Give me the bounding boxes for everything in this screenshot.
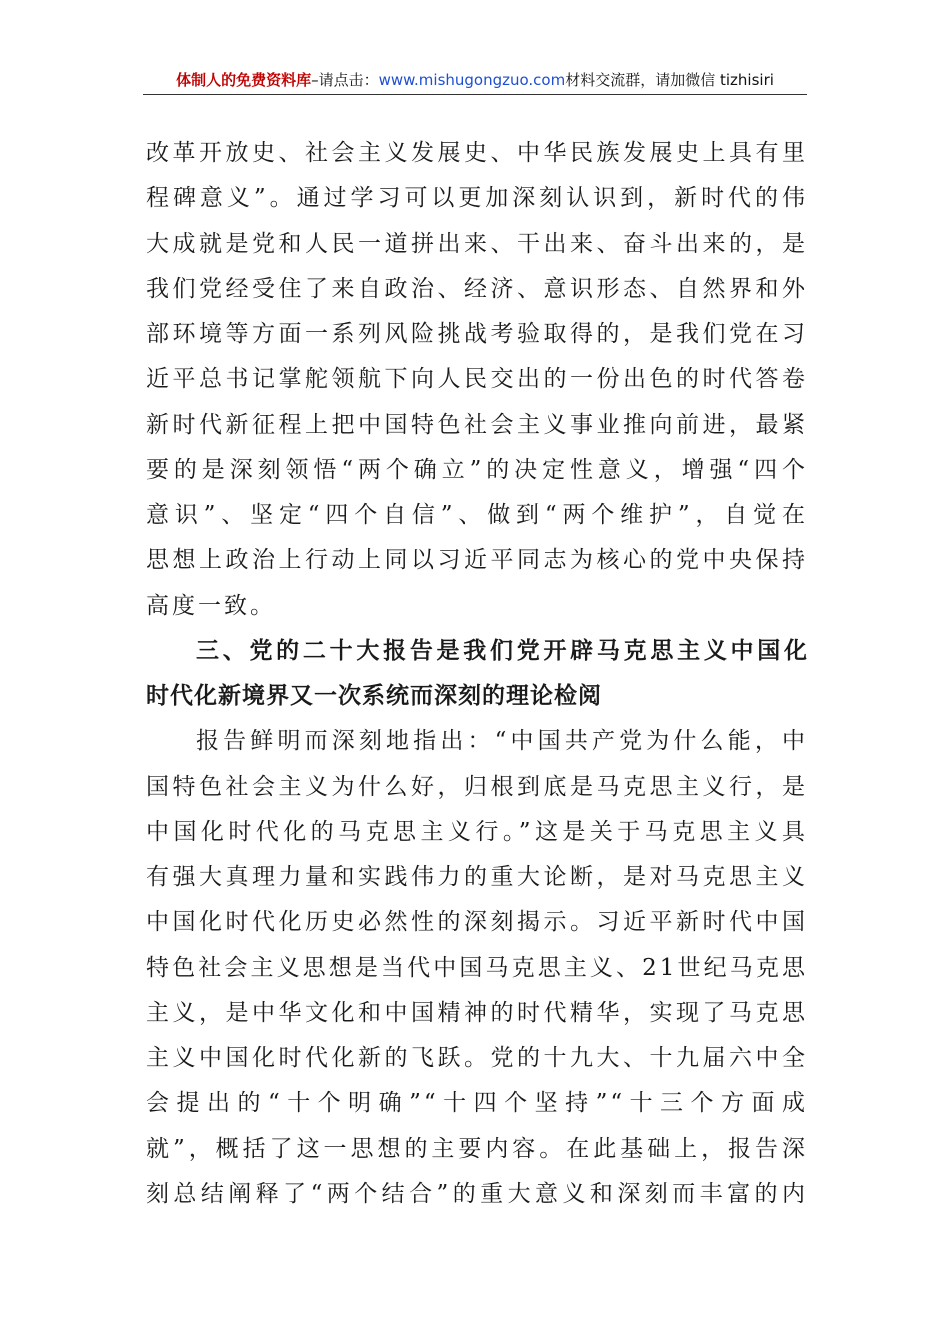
- page-header: [143, 68, 807, 95]
- text-line: 程碑意义”。通过学习可以更加深刻认识到，新时代的伟: [146, 185, 808, 212]
- section-heading: 三、党的二十大报告是我们党开辟马克思主义中国化: [196, 637, 808, 664]
- header-site-name: 体制人的免费资料库: [176, 71, 312, 89]
- text-line: 主义中国化时代化新的飞跃。党的十九大、十九届六中全: [146, 1045, 808, 1071]
- text-line: 高度一致。: [146, 592, 276, 619]
- text-line: 要的是深刻领悟“两个确立”的决定性意义，增强“四个: [146, 456, 808, 483]
- text-line: 意识”、坚定“四个自信”、做到“两个维护”，自觉在: [146, 502, 808, 528]
- text-line: 报告鲜明而深刻地指出：“中国共产党为什么能，中: [196, 728, 808, 755]
- text-line: 主义，是中华文化和中国精神的时代精华，实现了马克思: [146, 999, 808, 1026]
- text-line: 国特色社会主义为什么好，归根到底是马克思主义行，是: [146, 773, 808, 800]
- text-line: 中国化时代化的马克思主义行。”这是关于马克思主义具: [146, 818, 808, 845]
- text-line: 会提出的“十个明确”“十四个坚持”“十三个方面成: [146, 1090, 808, 1117]
- text-line: 部环境等方面一系列风险挑战考验取得的，是我们党在习: [146, 321, 808, 347]
- text-line: 思想上政治上行动上同以习近平同志为核心的党中央保持: [146, 547, 808, 574]
- text-line: 有强大真理力量和实践伟力的重大论断，是对马克思主义: [146, 864, 808, 890]
- section-heading: 时代化新境界又一次系统而深刻的理论检阅: [146, 683, 602, 709]
- text-line: 就”，概括了这一思想的主要内容。在此基础上，报告深: [146, 1135, 808, 1162]
- text-line: 特色社会主义思想是当代中国马克思主义、21世纪马克思: [146, 954, 808, 981]
- header-link[interactable]: www.mishugongzuo.com: [378, 71, 566, 89]
- header-tail: 材料交流群，请加微信 tizhisiri: [565, 71, 774, 89]
- text-line: 新时代新征程上把中国特色社会主义事业推向前进，最紧: [146, 411, 808, 438]
- document-body: [146, 131, 808, 1217]
- text-line: 改革开放史、社会主义发展史、中华民族发展史上具有里: [146, 140, 808, 166]
- text-line: 中国化时代化历史必然性的深刻揭示。习近平新时代中国: [146, 909, 808, 936]
- text-line: 我们党经受住了来自政治、经济、意识形态、自然界和外: [146, 275, 808, 302]
- header-prompt: –请点击：: [311, 71, 379, 89]
- text-line: 刻总结阐释了“两个结合”的重大意义和深刻而丰富的内: [146, 1180, 808, 1207]
- text-line: 近平总书记掌舵领航下向人民交出的一份出色的时代答卷: [146, 366, 808, 393]
- text-line: 大成就是党和人民一道拼出来、干出来、奋斗出来的，是: [146, 230, 808, 257]
